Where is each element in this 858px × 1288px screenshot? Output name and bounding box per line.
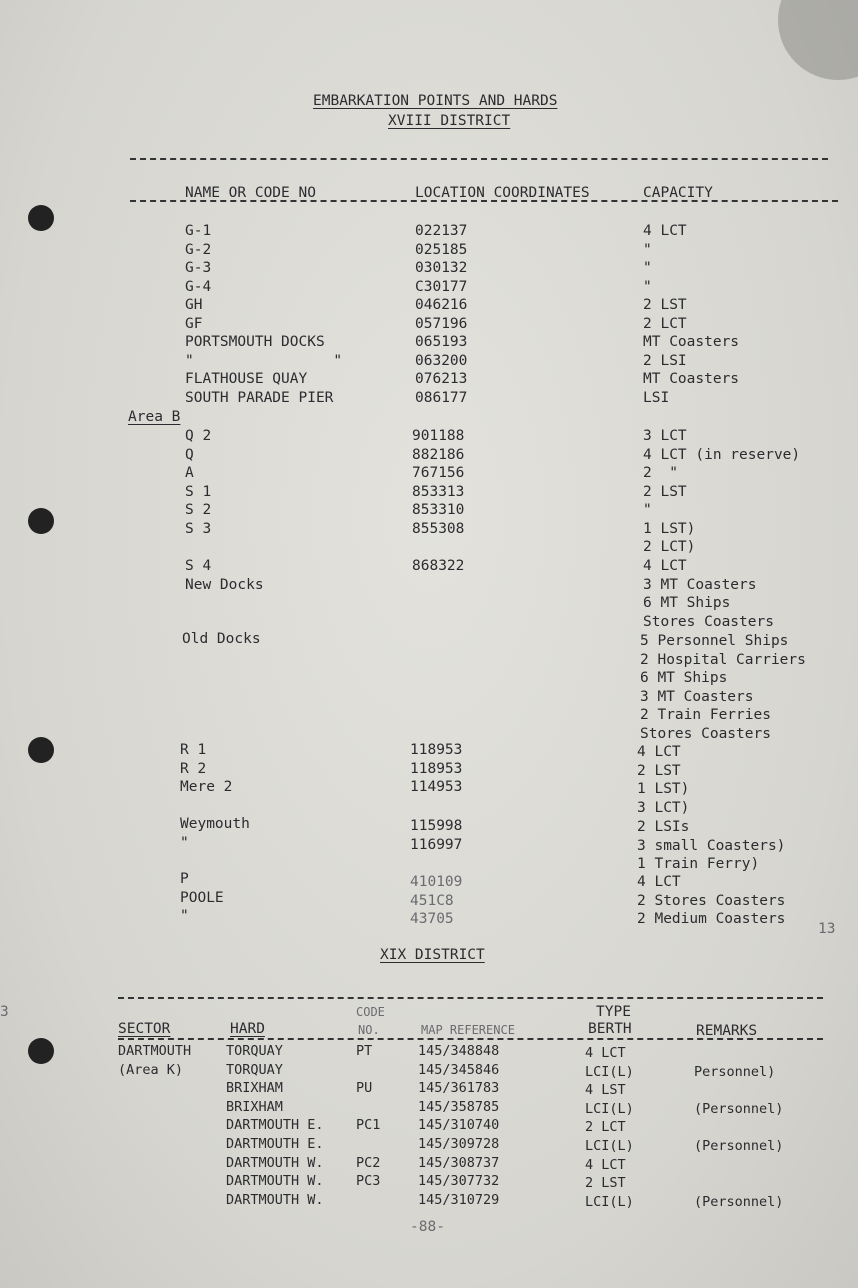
list-item: LCI(L) bbox=[585, 1100, 634, 1117]
list-item: BRIXHAM bbox=[226, 1098, 283, 1115]
list-item: DARTMOUTH E. bbox=[226, 1117, 324, 1134]
list-item: (Area K) bbox=[118, 1061, 184, 1078]
list-item: 855308 bbox=[412, 520, 465, 537]
list-item: R 2 bbox=[180, 760, 207, 777]
list-item: 116997 bbox=[410, 836, 463, 853]
divider bbox=[118, 997, 823, 999]
header-code-top: CODE bbox=[356, 1005, 385, 1019]
list-item: 2 Medium Coasters bbox=[637, 911, 786, 927]
list-item: 6 MT Ships bbox=[643, 595, 731, 611]
names-group-2 bbox=[185, 427, 211, 538]
list-item: 115998 bbox=[410, 818, 463, 834]
list-item: 3 LCT bbox=[643, 428, 687, 444]
divider bbox=[130, 158, 828, 160]
list-item bbox=[356, 1098, 380, 1117]
list-item: " bbox=[643, 260, 652, 276]
area-label: Area B bbox=[128, 409, 181, 425]
list-item: " " bbox=[185, 352, 343, 369]
list-item: 086177 bbox=[415, 389, 468, 406]
list-item: 063200 bbox=[415, 352, 468, 369]
list-item: Q bbox=[185, 446, 194, 463]
header-sector: SECTOR bbox=[118, 1021, 171, 1037]
list-item: 076213 bbox=[415, 371, 468, 387]
list-item: G-3 bbox=[185, 260, 212, 276]
list-item: 767156 bbox=[412, 465, 465, 481]
list-item: DARTMOUTH W. bbox=[226, 1173, 324, 1190]
list-item: Stores Coasters bbox=[643, 613, 774, 630]
remarks-column bbox=[694, 1044, 783, 1211]
list-item: " bbox=[180, 908, 189, 924]
list-item: PC3 bbox=[356, 1173, 381, 1190]
list-item: 4 LCT bbox=[585, 1156, 626, 1173]
list-item: Old Docks bbox=[182, 631, 261, 647]
names-group-1 bbox=[185, 222, 342, 407]
list-item: PC1 bbox=[356, 1117, 381, 1134]
list-item: 046216 bbox=[415, 297, 468, 313]
list-item: PT bbox=[356, 1043, 373, 1059]
list-item: A bbox=[185, 465, 194, 481]
list-item: GH bbox=[185, 297, 203, 313]
list-item: 118953 bbox=[410, 760, 463, 777]
list-item: 145/361783 bbox=[418, 1080, 500, 1097]
list-item: 2 " bbox=[643, 465, 678, 481]
names-group-6 bbox=[180, 815, 250, 852]
list-item: R 1 bbox=[180, 742, 207, 758]
list-item: 145/310729 bbox=[418, 1191, 500, 1208]
header-type-bottom: BERTH bbox=[588, 1021, 632, 1037]
list-item: S 4 bbox=[185, 558, 212, 574]
list-item: 118953 bbox=[410, 742, 463, 758]
list-item: 1 Train Ferry) bbox=[637, 856, 760, 872]
berth-column bbox=[585, 1044, 634, 1211]
list-item bbox=[356, 1191, 380, 1210]
list-item: 5 Personnel Ships bbox=[640, 633, 789, 649]
coords-group-3 bbox=[412, 557, 464, 576]
list-item: Q 2 bbox=[185, 428, 212, 444]
list-item: Weymouth bbox=[180, 816, 250, 832]
header-mapref: MAP REFERENCE bbox=[421, 1023, 515, 1037]
page-number: -88- bbox=[410, 1219, 445, 1235]
caps-group-7 bbox=[637, 873, 785, 929]
list-item: MT Coasters bbox=[643, 334, 740, 350]
list-item: S 3 bbox=[185, 520, 212, 537]
list-item: LCI(L) bbox=[585, 1193, 634, 1210]
list-item: 3 MT Coasters bbox=[640, 688, 754, 705]
punch-hole bbox=[28, 1038, 54, 1064]
list-item: C30177 bbox=[415, 278, 468, 295]
coords-group-2 bbox=[412, 427, 464, 538]
list-item: LSI bbox=[643, 389, 670, 406]
names-group-4 bbox=[182, 630, 261, 649]
divider bbox=[118, 1038, 823, 1040]
list-item bbox=[356, 1061, 380, 1080]
list-item: 4 LCT bbox=[585, 1045, 626, 1061]
header-name: NAME OR CODE NO bbox=[185, 185, 316, 201]
list-item: 145/309728 bbox=[418, 1135, 500, 1152]
caps-group-4 bbox=[640, 632, 806, 743]
list-item: 2 Hospital Carriers bbox=[640, 651, 806, 668]
list-item: LCI(L) bbox=[585, 1063, 634, 1080]
header-capacity: CAPACITY bbox=[643, 185, 713, 201]
list-item: 057196 bbox=[415, 315, 468, 332]
list-item: S 1 bbox=[185, 483, 212, 500]
list-item bbox=[694, 1118, 783, 1137]
list-item: (Personnel) bbox=[694, 1100, 784, 1117]
list-item: DARTMOUTH W. bbox=[226, 1154, 324, 1171]
list-item: PORTSMOUTH DOCKS bbox=[185, 334, 325, 350]
list-item: 853313 bbox=[412, 483, 465, 500]
list-item: 4 LCT bbox=[643, 558, 687, 574]
list-item: DARTMOUTH W. bbox=[226, 1191, 324, 1208]
list-item: 145/308737 bbox=[418, 1154, 500, 1171]
list-item: 2 LST bbox=[643, 483, 687, 500]
list-item: (Personnel) bbox=[694, 1137, 784, 1154]
margin-note: 13 bbox=[818, 921, 836, 937]
caps-group-5 bbox=[637, 743, 689, 817]
list-item: 145/310740 bbox=[418, 1117, 500, 1134]
list-item: (Personnel) bbox=[694, 1193, 784, 1210]
hard-column bbox=[226, 1042, 324, 1209]
list-item: SOUTH PARADE PIER bbox=[185, 389, 334, 406]
coords-group-1 bbox=[415, 222, 467, 407]
list-item: 065193 bbox=[415, 334, 468, 350]
list-item: 410109 bbox=[410, 874, 463, 890]
punch-hole bbox=[28, 508, 54, 534]
list-item: BRIXHAM bbox=[226, 1080, 283, 1097]
list-item: Mere 2 bbox=[180, 779, 233, 795]
sector-column bbox=[118, 1042, 191, 1079]
list-item: POOLE bbox=[180, 889, 224, 906]
list-item: 2 LCT) bbox=[643, 539, 696, 555]
list-item: 4 LCT (in reserve) bbox=[643, 446, 801, 463]
page-corner-shadow bbox=[778, 0, 858, 80]
list-item: 145/358785 bbox=[418, 1098, 500, 1115]
list-item bbox=[694, 1156, 783, 1175]
coords-group-5 bbox=[410, 741, 462, 797]
list-item: TORQUAY bbox=[226, 1043, 283, 1059]
header-code-bottom: NO. bbox=[358, 1023, 380, 1037]
list-item: 2 LST bbox=[637, 762, 681, 779]
header-type-top: TYPE bbox=[596, 1004, 631, 1020]
mapref-column bbox=[418, 1042, 499, 1209]
list-item bbox=[356, 1135, 380, 1154]
list-item: 030132 bbox=[415, 260, 468, 276]
list-item: 901188 bbox=[412, 428, 465, 444]
names-group-3 bbox=[185, 557, 264, 594]
coords-group-6 bbox=[410, 817, 462, 854]
names-group-7 bbox=[180, 870, 224, 926]
list-item: 2 Train Ferries bbox=[640, 707, 771, 723]
list-item: 853310 bbox=[412, 502, 465, 518]
divider bbox=[130, 200, 838, 202]
district-2-heading: XIX DISTRICT bbox=[380, 947, 485, 963]
list-item: 2 LSI bbox=[643, 352, 687, 369]
list-item: 022137 bbox=[415, 223, 468, 239]
list-item: 2 LCT bbox=[643, 315, 687, 332]
caps-group-6 bbox=[637, 818, 785, 874]
list-item bbox=[694, 1174, 783, 1193]
list-item: 2 LSIs bbox=[637, 819, 690, 835]
coords-group-7 bbox=[410, 873, 462, 929]
list-item: " bbox=[643, 502, 652, 518]
list-item: 3 LCT) bbox=[637, 799, 690, 816]
list-item bbox=[694, 1044, 783, 1063]
list-item: 4 LCT bbox=[637, 874, 681, 890]
list-item: 025185 bbox=[415, 241, 468, 258]
list-item: S 2 bbox=[185, 502, 212, 518]
list-item: 2 LCT bbox=[585, 1119, 626, 1136]
list-item: " bbox=[643, 241, 652, 258]
list-item: Personnel) bbox=[694, 1063, 776, 1080]
list-item: PC2 bbox=[356, 1154, 381, 1171]
list-item: GF bbox=[185, 315, 203, 332]
punch-hole bbox=[28, 737, 54, 763]
list-item: 2 LST bbox=[585, 1175, 626, 1192]
list-item: P bbox=[180, 871, 189, 887]
header-remarks: REMARKS bbox=[696, 1023, 758, 1039]
list-item: G-1 bbox=[185, 223, 212, 239]
list-item: DARTMOUTH E. bbox=[226, 1135, 324, 1152]
list-item: DARTMOUTH bbox=[118, 1043, 192, 1059]
list-item bbox=[694, 1081, 783, 1100]
list-item: 145/307732 bbox=[418, 1173, 500, 1190]
list-item: 4 LST bbox=[585, 1082, 626, 1099]
list-item: New Docks bbox=[185, 576, 264, 593]
list-item: 451C8 bbox=[410, 892, 454, 909]
list-item: 145/348848 bbox=[418, 1043, 500, 1059]
caps-group-3 bbox=[643, 557, 774, 631]
list-item: LCI(L) bbox=[585, 1137, 634, 1154]
list-item: 6 MT Ships bbox=[640, 670, 728, 686]
header-location: LOCATION COORDINATES bbox=[415, 185, 590, 201]
list-item: MT Coasters bbox=[643, 371, 740, 387]
punch-hole bbox=[28, 205, 54, 231]
list-item: G-4 bbox=[185, 278, 212, 295]
list-item: Stores Coasters bbox=[640, 725, 771, 742]
district-heading: XVIII DISTRICT bbox=[388, 113, 511, 129]
list-item: 2 Stores Coasters bbox=[637, 892, 786, 909]
list-item: 43705 bbox=[410, 911, 454, 927]
list-item: 2 LST bbox=[643, 297, 687, 313]
left-margin-note: 3 bbox=[0, 1004, 9, 1020]
list-item: 1 LST) bbox=[637, 781, 690, 797]
list-item: " bbox=[180, 834, 189, 851]
code-column bbox=[356, 1042, 380, 1209]
list-item: 4 LCT bbox=[637, 744, 681, 760]
list-item: PU bbox=[356, 1080, 373, 1097]
list-item: TORQUAY bbox=[226, 1061, 283, 1078]
list-item: 4 LCT bbox=[643, 223, 687, 239]
list-item: G-2 bbox=[185, 241, 212, 258]
list-item: 3 small Coasters) bbox=[637, 837, 786, 854]
caps-group-2 bbox=[643, 427, 800, 557]
list-item: FLATHOUSE QUAY bbox=[185, 371, 308, 387]
list-item: 3 MT Coasters bbox=[643, 576, 757, 593]
list-item: 114953 bbox=[410, 779, 463, 795]
list-item: 868322 bbox=[412, 558, 465, 574]
list-item: 882186 bbox=[412, 446, 465, 463]
list-item: " bbox=[643, 278, 652, 295]
header-hard: HARD bbox=[230, 1021, 265, 1037]
caps-group-1 bbox=[643, 222, 739, 407]
document-title: EMBARKATION POINTS AND HARDS bbox=[313, 93, 558, 109]
list-item: 1 LST) bbox=[643, 520, 696, 537]
names-group-5 bbox=[180, 741, 232, 797]
list-item: 145/345846 bbox=[418, 1061, 500, 1078]
